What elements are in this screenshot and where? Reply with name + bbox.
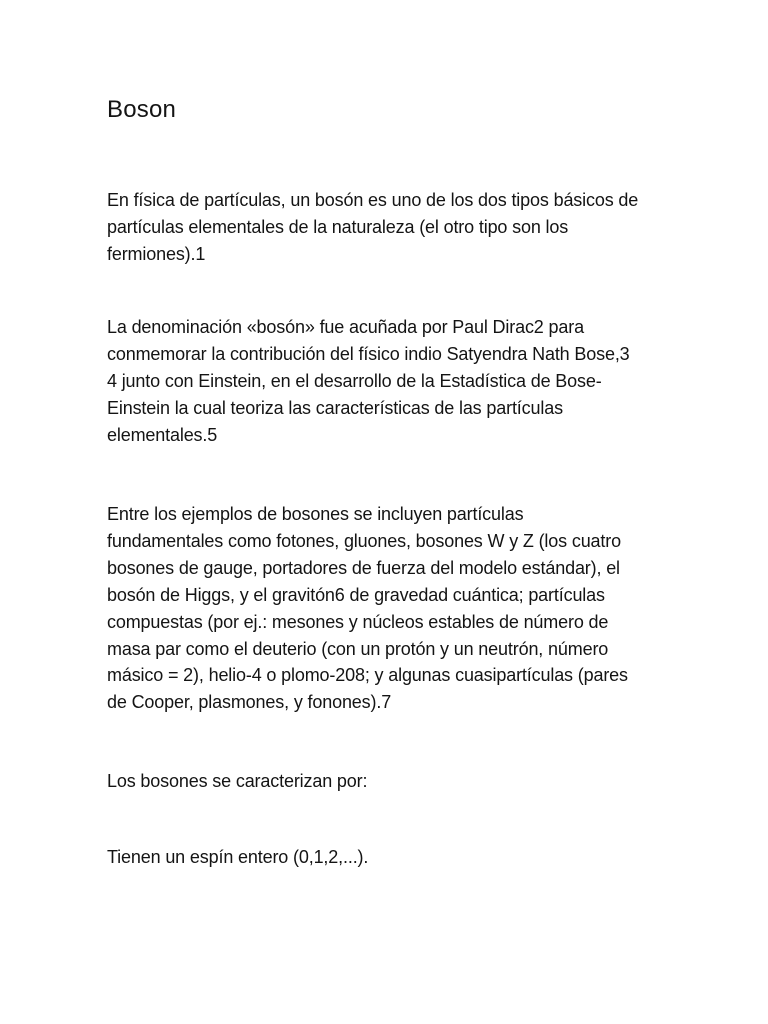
text-line: bosones de gauge, portadores de fuerza del modelo estándar), el bbox=[107, 557, 620, 578]
text-line: En física de partículas, un bosón es uno de los dos tipos básicos de bbox=[107, 190, 639, 210]
text-line: 4 junto con Einstein, en el desarrollo de la Estadística de Bose- bbox=[107, 370, 602, 391]
paragraph-naming-origin bbox=[107, 314, 667, 449]
text-line: Los bosones se caracterizan por: bbox=[107, 771, 368, 791]
text-line: fundamentales como fotones, gluones, bosones W y Z (los cuatro bbox=[107, 530, 621, 551]
paragraph-examples bbox=[107, 501, 667, 716]
text-line: partículas elementales de la naturaleza (el otro tipo son los bbox=[107, 216, 569, 237]
paragraph-integer-spin bbox=[107, 844, 667, 871]
paragraph-definition bbox=[107, 187, 667, 268]
text-line: de Cooper, plasmones, y fonones).7 bbox=[107, 692, 392, 713]
document-title: Boson bbox=[107, 96, 177, 123]
text-line: elementales.5 bbox=[107, 424, 218, 445]
text-line: másico = 2), helio-4 o plomo-208; y algunas cuasipartículas (pares bbox=[107, 665, 628, 686]
text-line: La denominación «bosón» fue acuñada por Paul Dirac2 para bbox=[107, 317, 584, 337]
text-line: Entre los ejemplos de bosones se incluyen partículas bbox=[107, 504, 524, 524]
text-line: compuestas (por ej.: mesones y núcleos estables de número de bbox=[107, 611, 609, 632]
text-line: bosón de Higgs, y el gravitón6 de gravedad cuántica; partículas bbox=[107, 584, 605, 605]
text-line: Tienen un espín entero (0,1,2,...). bbox=[107, 847, 369, 867]
paragraph-characteristics-intro bbox=[107, 768, 667, 795]
text-line: fermiones).1 bbox=[107, 243, 206, 264]
text-line: conmemorar la contribución del físico indio Satyendra Nath Bose,3 bbox=[107, 343, 630, 364]
text-line: masa par como el deuterio (con un protón y un neutrón, número bbox=[107, 638, 609, 659]
text-line: Einstein la cual teoriza las características de las partículas bbox=[107, 397, 563, 418]
